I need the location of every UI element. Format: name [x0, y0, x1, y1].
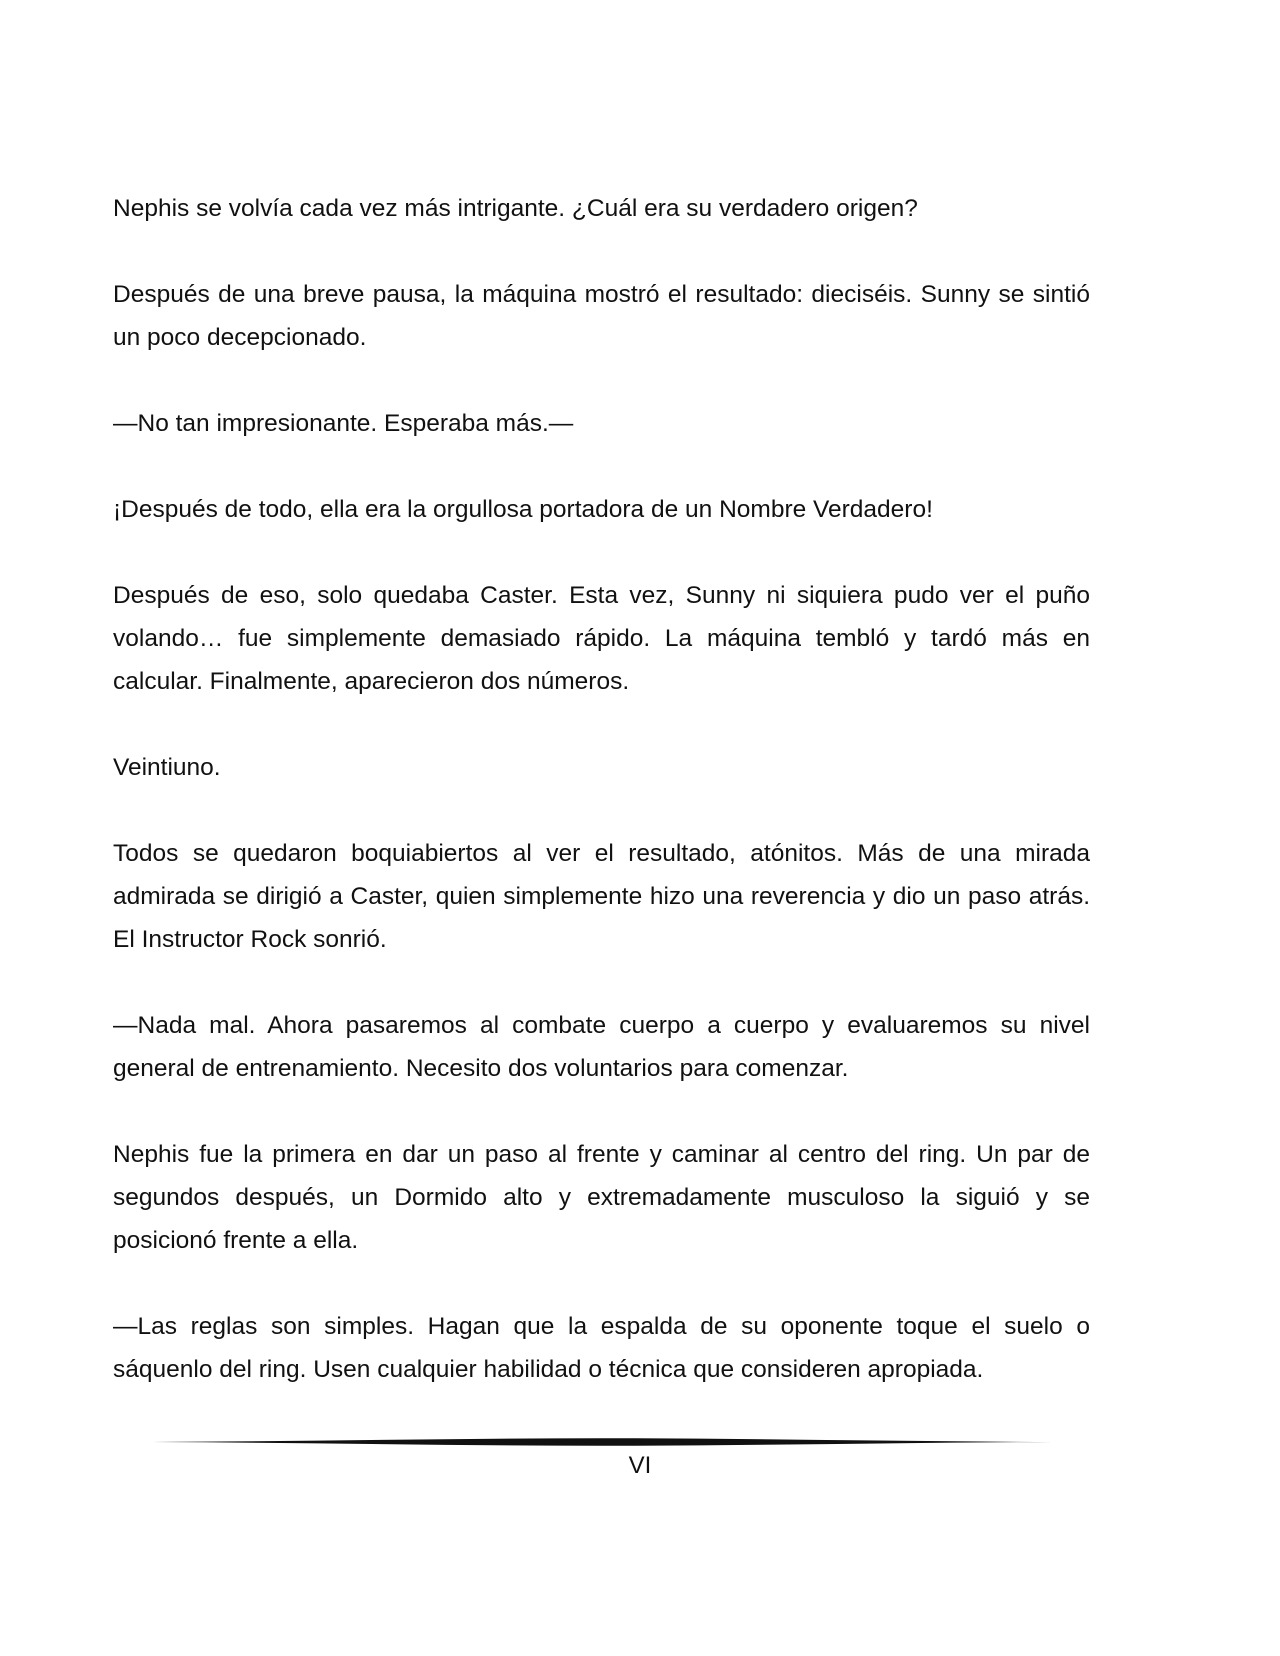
paragraph: Todos se quedaron boquiabiertos al ver el resultado, atónitos. Más de una mirada admirada se dirigió a Caster, quien simplemente hizo una reverencia y dio un paso atrás. El Instructor Rock sonrió. [113, 840, 1090, 953]
paragraph: —Nada mal. Ahora pasaremos al combate cuerpo a cuerpo y evaluaremos su nivel general de entrenamiento. Necesito dos voluntarios para comenzar. [113, 1012, 1090, 1082]
paragraph: Veintiuno. [113, 754, 221, 781]
paragraph: —Las reglas son simples. Hagan que la espalda de su oponente toque el suelo o sáquenlo del ring. Usen cualquier habilidad o técnica que consideren apropiada. [113, 1313, 1090, 1383]
paragraph: ¡Después de todo, ella era la orgullosa portadora de un Nombre Verdadero! [113, 496, 933, 523]
body-text [113, 187, 1090, 1434]
paragraph: Nephis fue la primera en dar un paso al frente y caminar al centro del ring. Un par de segundos después, un Dormido alto y extremadamente musculoso la siguió y se posicionó frente a ella. [113, 1141, 1090, 1254]
paragraph: —No tan impresionante. Esperaba más.— [113, 410, 574, 437]
paragraph: Nephis se volvía cada vez más intrigante. ¿Cuál era su verdadero origen? [113, 195, 918, 222]
paragraph: Después de eso, solo quedaba Caster. Esta vez, Sunny ni siquiera pudo ver el puño volando… fue simplemente demasiado rápido. La máquina tembló y tardó más en calcular. Finalmente, aparecieron dos números. [113, 582, 1090, 695]
footer-divider [152, 1436, 1052, 1448]
page-number: VI [628, 1452, 652, 1479]
paragraph: Después de una breve pausa, la máquina mostró el resultado: dieciséis. Sunny se sintió un poco decepcionado. [113, 281, 1090, 351]
